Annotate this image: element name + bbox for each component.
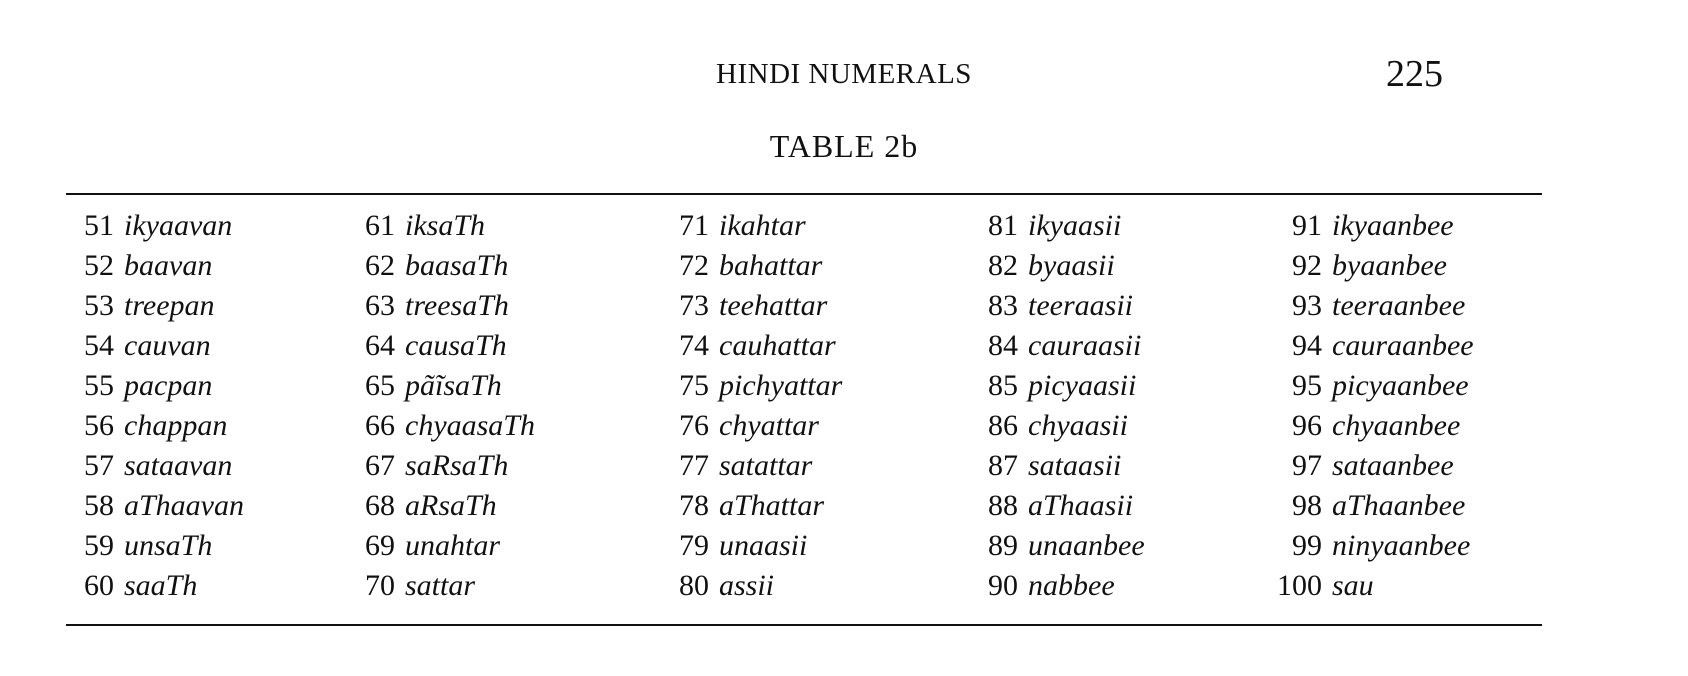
numeral-number: 59 — [84, 529, 114, 562]
numeral-entry — [343, 286, 535, 326]
numeral-word: chyaanbee — [1332, 409, 1461, 442]
numeral-entry — [343, 206, 535, 246]
numeral-word: teeraasii — [1028, 289, 1133, 322]
numeral-number: 55 — [84, 369, 114, 402]
numeral-number: 99 — [1292, 529, 1322, 562]
numeral-number: 71 — [679, 209, 709, 242]
numeral-entry — [966, 446, 1145, 486]
numeral-word: aRsaTh — [405, 489, 497, 522]
numeral-entry — [62, 246, 244, 286]
numeral-number: 57 — [84, 449, 114, 482]
numeral-word: sataanbee — [1332, 449, 1454, 482]
numeral-number: 98 — [1292, 489, 1322, 522]
numeral-entry — [657, 446, 842, 486]
numeral-entry — [1262, 326, 1474, 366]
numeral-word: nabbee — [1028, 569, 1115, 602]
numeral-word: baavan — [124, 249, 213, 282]
numeral-entry — [966, 246, 1145, 286]
numeral-word: sau — [1332, 569, 1374, 602]
numeral-entry — [1262, 246, 1474, 286]
table-column-3 — [657, 206, 842, 606]
numeral-number: 94 — [1292, 329, 1322, 362]
numeral-number: 51 — [84, 209, 114, 242]
numeral-word: aThattar — [719, 489, 825, 522]
numeral-word: cauraanbee — [1332, 329, 1474, 362]
numeral-entry — [1262, 366, 1474, 406]
numeral-entry — [1262, 486, 1474, 526]
numeral-number: 91 — [1292, 209, 1322, 242]
numeral-number: 60 — [84, 569, 114, 602]
numeral-number: 56 — [84, 409, 114, 442]
numeral-number: 90 — [988, 569, 1018, 602]
numeral-number: 67 — [365, 449, 395, 482]
numeral-number: 82 — [988, 249, 1018, 282]
numeral-entry — [1262, 446, 1474, 486]
numeral-number: 93 — [1292, 289, 1322, 322]
numeral-word: aThaasii — [1028, 489, 1134, 522]
numeral-number: 83 — [988, 289, 1018, 322]
numeral-word: causaTh — [405, 329, 507, 362]
numeral-entry — [62, 406, 244, 446]
numeral-word: chyaasaTh — [405, 409, 535, 442]
numeral-entry — [343, 326, 535, 366]
numeral-number: 100 — [1277, 569, 1322, 602]
numeral-word: treesaTh — [405, 289, 509, 322]
numeral-number: 58 — [84, 489, 114, 522]
numeral-entry — [966, 286, 1145, 326]
numeral-entry — [966, 326, 1145, 366]
numeral-entry — [1262, 206, 1474, 246]
numeral-entry — [1262, 286, 1474, 326]
numeral-word: byaanbee — [1332, 249, 1447, 282]
numeral-word: unahtar — [405, 529, 501, 562]
numeral-word: baasaTh — [405, 249, 509, 282]
numeral-number: 81 — [988, 209, 1018, 242]
numeral-number: 61 — [365, 209, 395, 242]
numeral-entry — [657, 566, 842, 606]
numeral-word: treepan — [124, 289, 215, 322]
numeral-number: 75 — [679, 369, 709, 402]
numeral-number: 66 — [365, 409, 395, 442]
numeral-entry — [966, 566, 1145, 606]
numeral-entry — [62, 526, 244, 566]
numeral-entry — [657, 366, 842, 406]
numeral-word: pichyattar — [719, 369, 843, 402]
numeral-entry — [343, 366, 535, 406]
numeral-number: 73 — [679, 289, 709, 322]
numeral-entry — [966, 206, 1145, 246]
page-number: 225 — [1386, 53, 1443, 95]
numeral-word: byaasii — [1028, 249, 1115, 282]
numeral-word: ninyaanbee — [1332, 529, 1471, 562]
numeral-entry — [966, 366, 1145, 406]
numeral-word: cauvan — [124, 329, 211, 362]
numeral-word: chyattar — [719, 409, 819, 442]
numeral-number: 96 — [1292, 409, 1322, 442]
table-top-rule — [66, 193, 1542, 195]
numeral-word: cauhattar — [719, 329, 836, 362]
table-caption: TABLE 2b — [769, 128, 919, 164]
numeral-entry — [1262, 526, 1474, 566]
table-column-5 — [1262, 206, 1474, 606]
numeral-entry — [657, 406, 842, 446]
numeral-number: 70 — [365, 569, 395, 602]
numeral-word: teeraanbee — [1332, 289, 1466, 322]
numeral-entry — [62, 446, 244, 486]
numeral-entry — [62, 366, 244, 406]
numeral-entry — [1262, 566, 1474, 606]
numeral-word: ikyaavan — [124, 209, 233, 242]
numeral-word: chyaasii — [1028, 409, 1128, 442]
numeral-word: sataasii — [1028, 449, 1122, 482]
numeral-entry — [966, 406, 1145, 446]
numeral-word: ikyaanbee — [1332, 209, 1454, 242]
numeral-number: 95 — [1292, 369, 1322, 402]
numeral-entry — [343, 446, 535, 486]
numeral-entry — [343, 526, 535, 566]
numeral-number: 64 — [365, 329, 395, 362]
numeral-word: saRsaTh — [405, 449, 509, 482]
table-column-4 — [966, 206, 1145, 606]
numeral-entry — [657, 286, 842, 326]
numeral-number: 79 — [679, 529, 709, 562]
numeral-table — [0, 206, 1688, 616]
table-column-2 — [343, 206, 535, 606]
numeral-word: aThaavan — [124, 489, 244, 522]
numeral-number: 97 — [1292, 449, 1322, 482]
numeral-number: 89 — [988, 529, 1018, 562]
numeral-entry — [657, 326, 842, 366]
numeral-word: picyaasii — [1028, 369, 1137, 402]
numeral-number: 92 — [1292, 249, 1322, 282]
numeral-word: bahattar — [719, 249, 823, 282]
numeral-entry — [343, 246, 535, 286]
numeral-word: saaTh — [124, 569, 198, 602]
numeral-number: 53 — [84, 289, 114, 322]
numeral-entry — [343, 566, 535, 606]
numeral-entry — [1262, 406, 1474, 446]
numeral-word: sataavan — [124, 449, 233, 482]
table-bottom-rule — [66, 624, 1542, 626]
numeral-entry — [657, 206, 842, 246]
numeral-number: 85 — [988, 369, 1018, 402]
numeral-word: chappan — [124, 409, 228, 442]
numeral-number: 87 — [988, 449, 1018, 482]
numeral-word: iksaTh — [405, 209, 486, 242]
running-title: HINDI NUMERALS — [716, 58, 972, 90]
numeral-number: 78 — [679, 489, 709, 522]
numeral-word: satattar — [719, 449, 813, 482]
numeral-word: picyaanbee — [1332, 369, 1469, 402]
numeral-number: 84 — [988, 329, 1018, 362]
numeral-entry — [966, 486, 1145, 526]
numeral-number: 65 — [365, 369, 395, 402]
numeral-word: teehattar — [719, 289, 828, 322]
numeral-word: unaasii — [719, 529, 808, 562]
numeral-number: 76 — [679, 409, 709, 442]
numeral-number: 62 — [365, 249, 395, 282]
numeral-entry — [343, 406, 535, 446]
numeral-entry — [657, 526, 842, 566]
numeral-word: assii — [719, 569, 775, 602]
numeral-entry — [657, 486, 842, 526]
numeral-entry — [966, 526, 1145, 566]
numeral-number: 86 — [988, 409, 1018, 442]
numeral-word: unaanbee — [1028, 529, 1145, 562]
numeral-word: aThaanbee — [1332, 489, 1466, 522]
numeral-number: 52 — [84, 249, 114, 282]
numeral-word: ikyaasii — [1028, 209, 1122, 242]
numeral-number: 72 — [679, 249, 709, 282]
numeral-number: 63 — [365, 289, 395, 322]
numeral-word: pacpan — [124, 369, 213, 402]
numeral-number: 74 — [679, 329, 709, 362]
numeral-number: 80 — [679, 569, 709, 602]
numeral-entry — [343, 486, 535, 526]
numeral-word: ikahtar — [719, 209, 806, 242]
table-column-1 — [62, 206, 244, 606]
numeral-entry — [657, 246, 842, 286]
numeral-word: pãĩsaTh — [405, 369, 502, 402]
numeral-entry — [62, 566, 244, 606]
numeral-number: 54 — [84, 329, 114, 362]
numeral-entry — [62, 286, 244, 326]
numeral-number: 69 — [365, 529, 395, 562]
numeral-word: cauraasii — [1028, 329, 1142, 362]
numeral-number: 88 — [988, 489, 1018, 522]
numeral-word: sattar — [405, 569, 476, 602]
numeral-word: unsaTh — [124, 529, 213, 562]
numeral-entry — [62, 486, 244, 526]
numeral-number: 68 — [365, 489, 395, 522]
numeral-entry — [62, 206, 244, 246]
numeral-entry — [62, 326, 244, 366]
numeral-number: 77 — [679, 449, 709, 482]
